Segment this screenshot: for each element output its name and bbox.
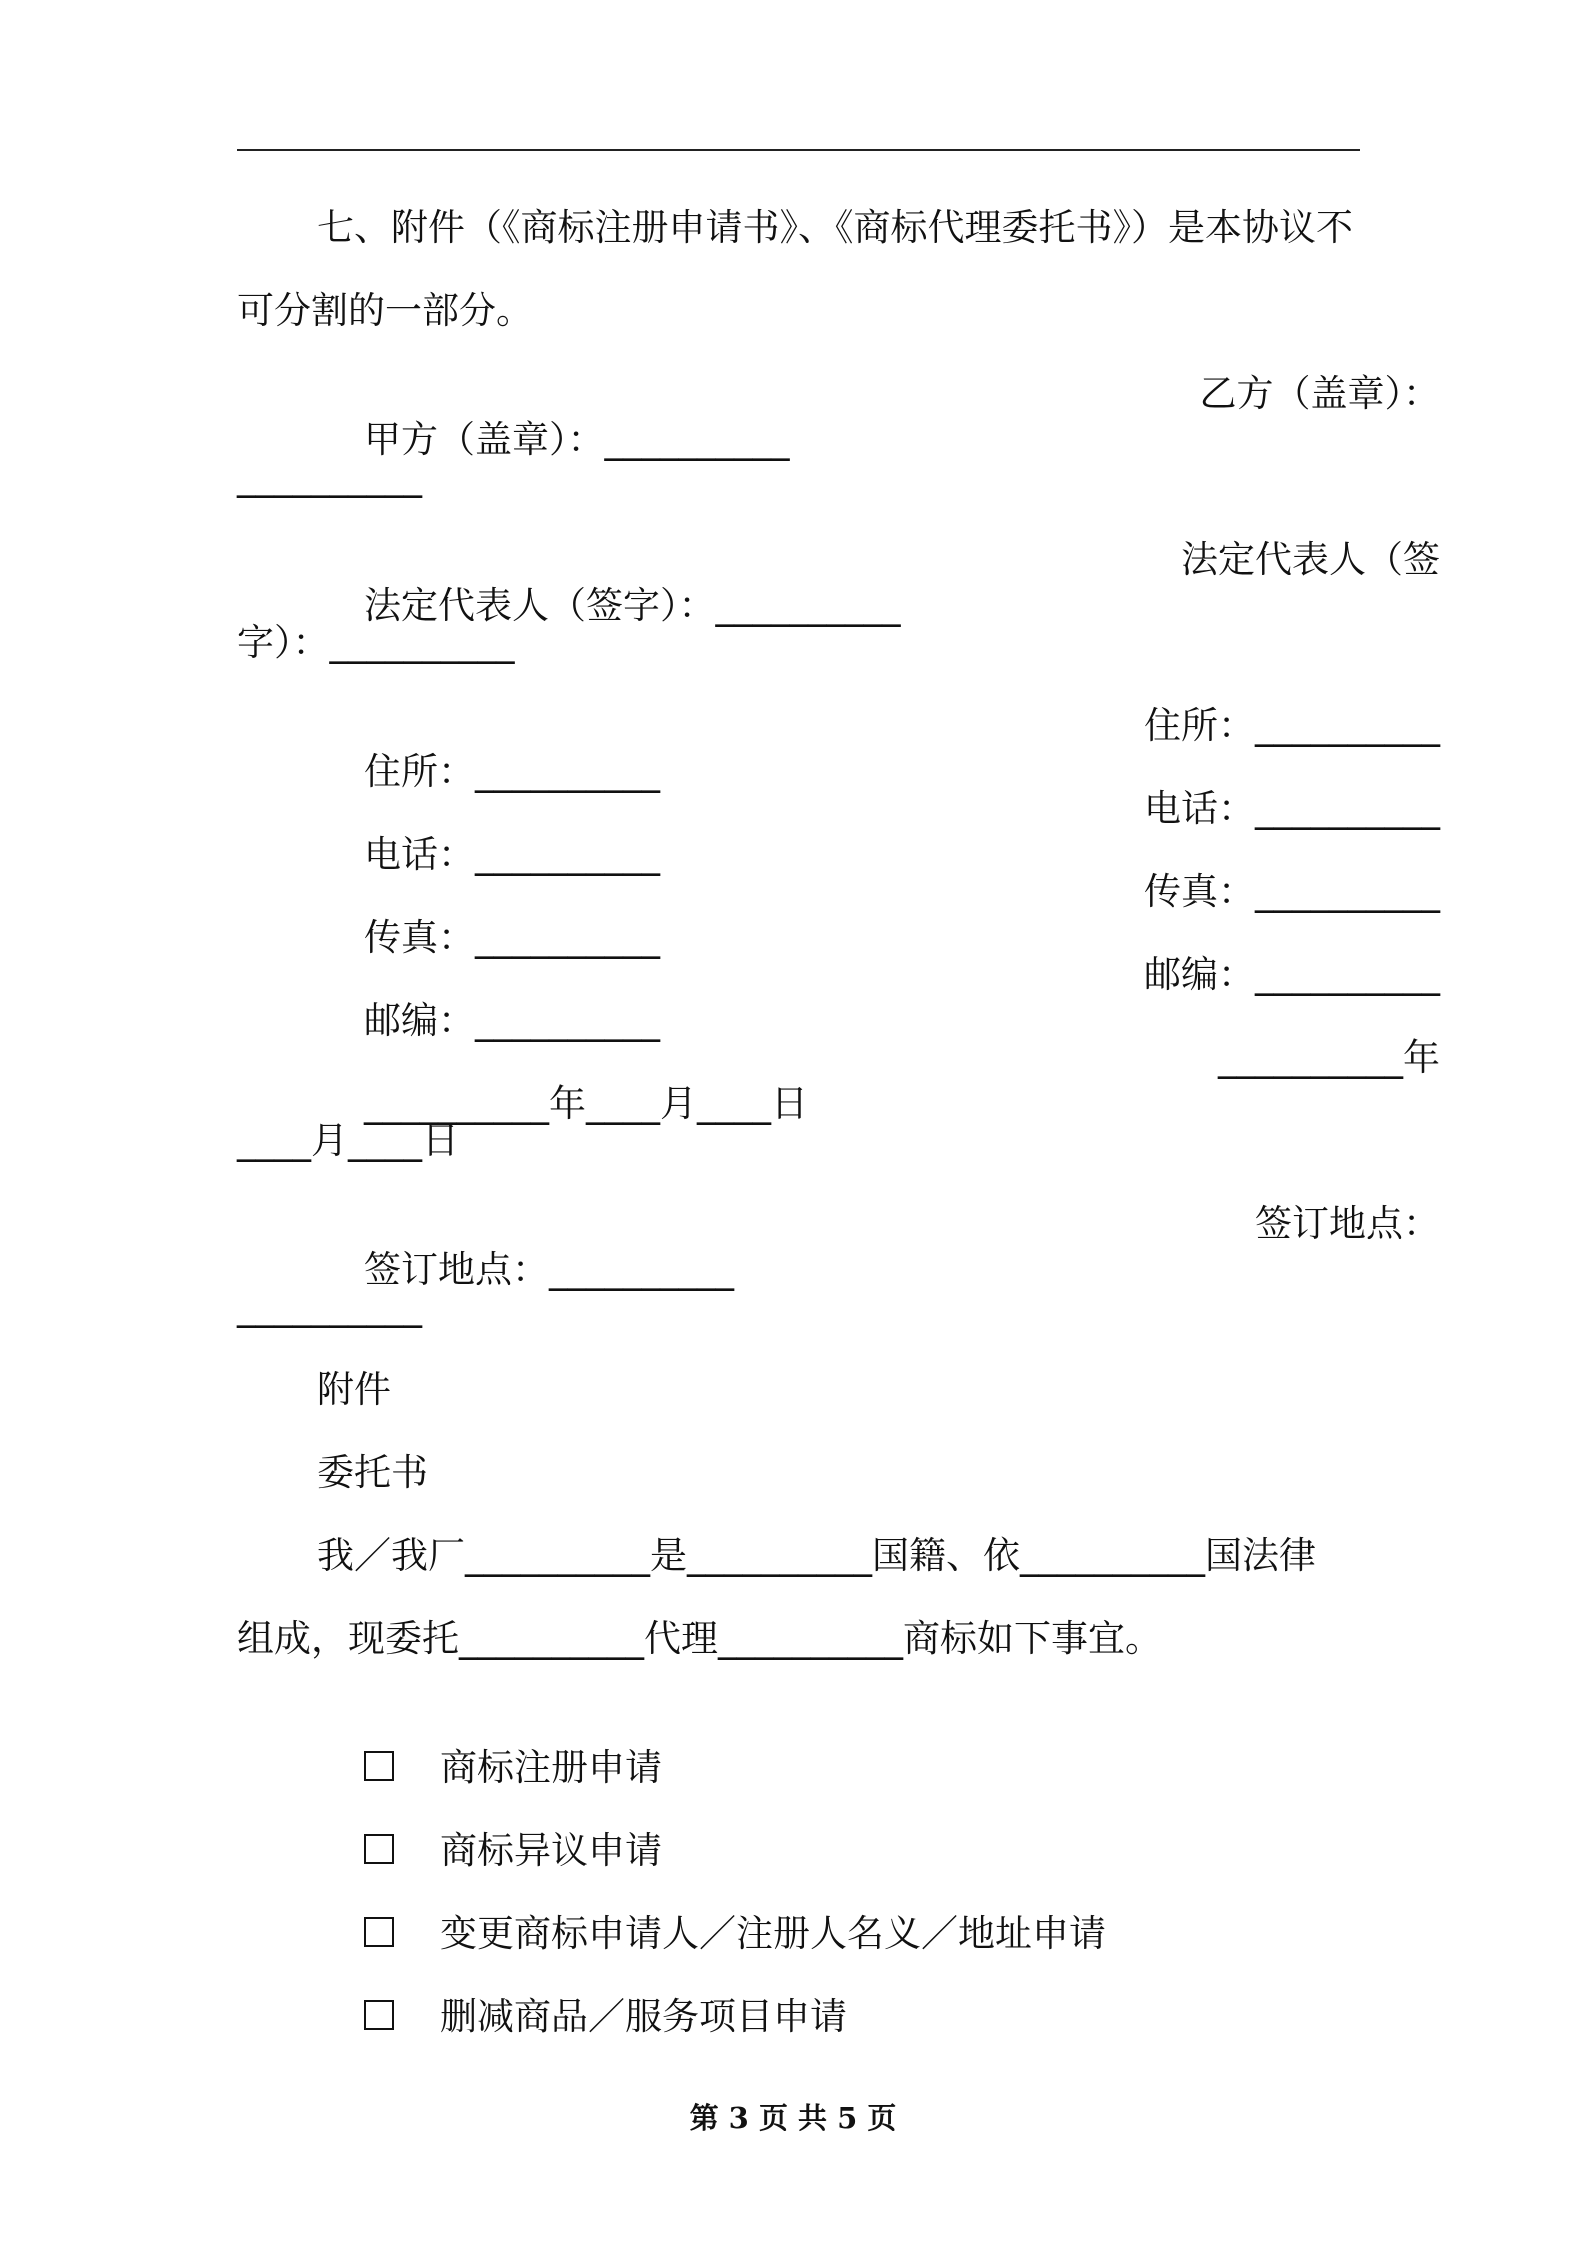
fax-b: 传真：__________: [1144, 870, 1440, 913]
phone-b: 电话：__________: [1144, 787, 1440, 830]
postcode-a: 邮编：__________: [364, 999, 661, 1042]
fax-row: [237, 869, 1440, 959]
place-row: [237, 1201, 1440, 1291]
option-row: [317, 1948, 848, 2038]
fax-a: 传真：__________: [364, 916, 661, 959]
option-checkbox[interactable]: [364, 1917, 394, 1947]
date-b: __________年: [1218, 1036, 1440, 1079]
option-checkbox[interactable]: [364, 1751, 394, 1781]
page-number-footer: 第 3 页 共 5 页: [689, 2101, 897, 2135]
postcode-row: [237, 952, 1440, 1042]
address-b: 住所：__________: [1144, 704, 1440, 747]
option-checkbox[interactable]: [364, 1834, 394, 1864]
place-b: 签订地点：: [1255, 1202, 1440, 1245]
legal-rep-b-cont: 字）：__________: [237, 621, 515, 664]
header-rule: [237, 149, 1360, 151]
address-row: [237, 703, 1440, 793]
phone-row: [237, 786, 1440, 876]
option-label: 删减商品／服务项目申请: [440, 1995, 848, 2038]
option-row: [317, 1699, 663, 1789]
attachment-para-line2: 组成，现委托__________代理__________商标如下事宜。: [237, 1617, 1162, 1660]
attachment-title: 委托书: [317, 1451, 428, 1494]
option-row: [317, 1782, 663, 1872]
clause7-line2: 可分割的一部分。: [237, 289, 533, 332]
date-row: [237, 1035, 1440, 1125]
attachment-para-line1: 我／我厂__________是__________国籍、依__________国法律: [317, 1534, 1316, 1577]
postcode-b: 邮编：__________: [1144, 953, 1440, 996]
date-b-cont: ____月____日: [237, 1119, 459, 1162]
legal-rep-a: 法定代表人（签字）：__________: [364, 584, 901, 627]
party-a-seal: 甲方（盖章）：__________: [364, 418, 790, 461]
phone-a: 电话：__________: [364, 833, 661, 876]
legal-rep-row: [237, 537, 1440, 627]
place-b-blank: __________: [237, 1285, 422, 1328]
place-a: 签订地点：__________: [364, 1248, 735, 1291]
party-b-seal-blank: __________: [237, 455, 422, 498]
option-label: 商标注册申请: [440, 1746, 663, 1789]
party-b-seal: 乙方（盖章）：: [1199, 372, 1440, 415]
option-row: [317, 1865, 1107, 1955]
attachment-heading: 附件: [317, 1368, 391, 1411]
clause7-line1: 七、附件（《商标注册申请书》、《商标代理委托书》）是本协议不: [317, 206, 1353, 249]
seal-row: [237, 371, 1440, 461]
legal-rep-b: 法定代表人（签: [1181, 538, 1440, 581]
date-a: __________年____月____日: [364, 1082, 809, 1125]
option-checkbox[interactable]: [364, 2000, 394, 2030]
option-label: 变更商标申请人／注册人名义／地址申请: [440, 1912, 1107, 1955]
address-a: 住所：__________: [364, 750, 661, 793]
option-label: 商标异议申请: [440, 1829, 663, 1872]
